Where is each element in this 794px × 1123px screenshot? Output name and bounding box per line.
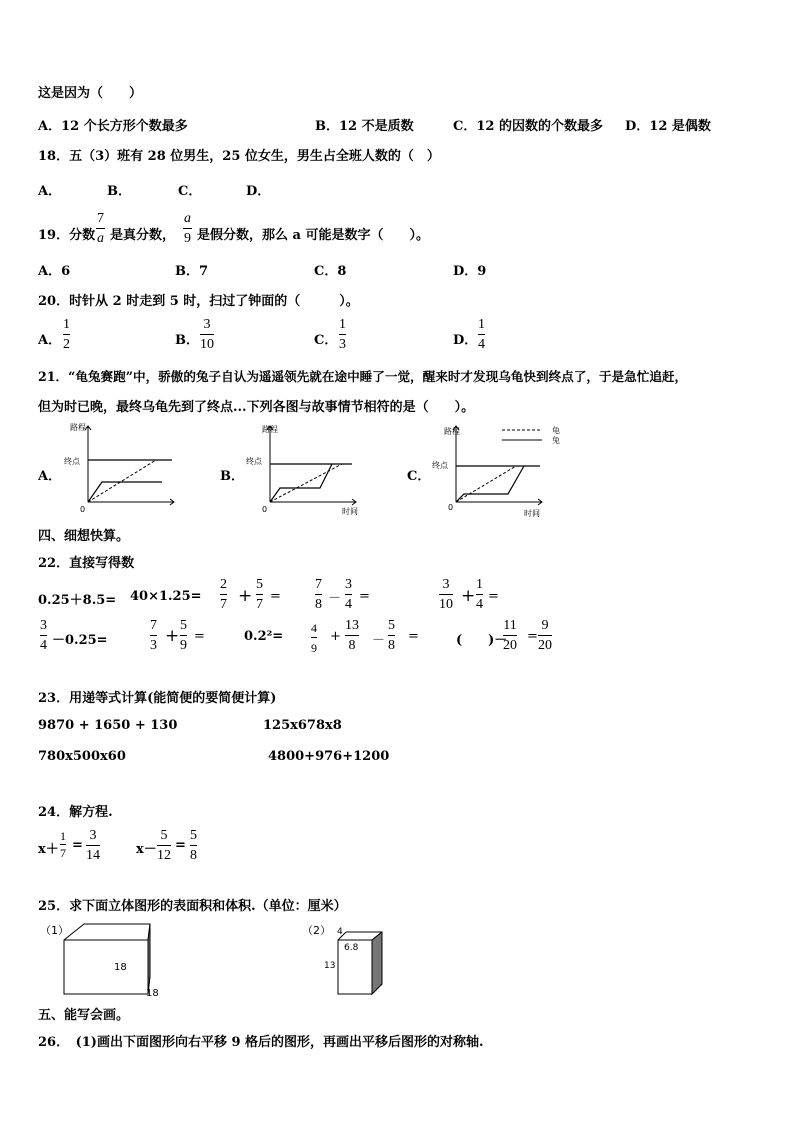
q22-expr-4-op: － [328, 591, 342, 606]
fraction-numerator: 3 [203, 317, 211, 332]
q17-stem: 这是因为（ ） [38, 86, 143, 101]
q21-graph-a [62, 420, 182, 515]
fraction-denominator: 4 [345, 597, 352, 612]
section-5-title: 五、能写会画。 [38, 1008, 130, 1023]
fraction-numerator: 1 [339, 317, 346, 332]
fraction-denominator: 9 [311, 641, 317, 655]
prism-dimension-top: 4 [337, 927, 343, 937]
fraction-numerator: 11 [503, 618, 517, 633]
q19-option-d[interactable]: D．9 [453, 264, 487, 279]
q22-expr-4-a [315, 577, 322, 613]
q22-expr-10-b [538, 618, 552, 654]
fraction-numerator: a [184, 211, 191, 226]
q21-graph-b [244, 420, 374, 515]
fraction-numerator: 13 [345, 618, 359, 633]
q19-suffix: 是假分数，那么 a 可能是数字（ ）。 [197, 228, 429, 243]
q22-expr-4-eq: = [359, 589, 370, 604]
q22-expr-7-op: + [165, 626, 180, 646]
q22-expr-7-eq: = [194, 629, 205, 644]
fraction-denominator: 20 [538, 638, 552, 653]
q19-option-a[interactable]: A．6 [38, 264, 71, 279]
q22-expr-7-b [180, 618, 187, 654]
q25-title: 25．求下面立体图形的表面积和体积.（单位：厘米） [38, 899, 347, 914]
fraction-numerator: 1 [60, 829, 66, 843]
fraction-denominator: 14 [86, 848, 100, 863]
cube-dimension-depth: 18 [146, 988, 159, 999]
q19-fraction-1 [96, 211, 105, 247]
q22-expr-9-eq: = [408, 629, 419, 644]
q19-fraction-2 [183, 211, 192, 247]
q19-mid: 是真分数， [110, 228, 176, 243]
q22-expr-10-blank[interactable]: ( )－ [456, 633, 508, 648]
q17-option-a[interactable]: A．12 个长方形个数最多 [38, 119, 188, 134]
origin-label: 0 [80, 505, 86, 514]
q21-line-1: 21．“龟兔赛跑”中，骄傲的兔子自认为遥遥领先就在途中睡了一觉，醒来时才发现乌龟快到终点了，于是急忙追赶， [38, 369, 688, 384]
finish-label: 终点 [432, 461, 448, 470]
q17-option-b[interactable]: B．12 不是质数 [315, 119, 414, 134]
fraction-numerator: 9 [541, 618, 549, 633]
q22-expr-9-b [345, 618, 359, 654]
fraction-denominator: 2 [63, 337, 70, 352]
fraction-denominator: 3 [150, 638, 157, 653]
q22-expr-4-b [345, 577, 352, 613]
fraction-denominator: 3 [339, 337, 346, 352]
prism-dimension-width: 6.8 [344, 943, 359, 953]
fraction-denominator: a [97, 231, 104, 246]
fraction-numerator: 3 [345, 577, 352, 592]
q22-expr-2: 40×1.25= [130, 589, 202, 604]
q20-option-b-fraction [200, 317, 214, 353]
q21-graph-b-label[interactable]: B． [220, 469, 244, 484]
q18-option-d[interactable]: D． [246, 184, 271, 199]
fraction-denominator: 4 [476, 597, 483, 612]
q20-option-c[interactable]: C． [314, 333, 338, 348]
fraction-numerator: 5 [256, 577, 263, 592]
q22-expr-10-a [503, 618, 517, 654]
q22-expr-8: 0.2²= [244, 629, 284, 644]
q24-eq2-b [190, 828, 197, 864]
q24-eq2-x: x－ [136, 842, 157, 857]
q24-eq2-a [157, 828, 171, 864]
q19-option-c[interactable]: C．8 [314, 264, 347, 279]
q19-option-b[interactable]: B．7 [175, 264, 209, 279]
q23-expr-4: 4800+976+1200 [268, 749, 390, 764]
q20-option-c-fraction [339, 317, 346, 353]
q22-expr-5-b [476, 577, 483, 613]
x-axis-label: 时间 [342, 507, 358, 515]
finish-label: 终点 [246, 457, 262, 466]
q25-figure-1-cube [38, 920, 168, 1002]
q23-title: 23．用递等式计算(能简便的要简便计算) [38, 691, 277, 706]
q22-title: 22．直接写得数 [38, 556, 135, 571]
origin-label: 0 [448, 503, 454, 512]
fraction-numerator: 5 [180, 618, 187, 633]
q22-expr-7-a [150, 618, 157, 654]
q22-expr-9-c [388, 618, 395, 654]
q22-expr-10-eq: = [527, 629, 538, 644]
q18-option-b[interactable]: B． [107, 184, 131, 199]
q22-expr-9-op2: － [372, 633, 386, 648]
fraction-denominator: 8 [190, 848, 197, 863]
q22-expr-6-a [40, 618, 47, 654]
fraction-denominator: 8 [348, 638, 356, 653]
q20-option-b[interactable]: B． [175, 333, 199, 348]
fraction-numerator: 7 [315, 577, 322, 592]
q22-expr-3-eq: = [270, 589, 281, 604]
fraction-denominator: 12 [157, 848, 171, 863]
q18-stem: 18．五（3）班有 28 位男生，25 位女生，男生占全班人数的（ ） [38, 149, 440, 164]
q22-expr-5-a [439, 577, 453, 613]
prism-dimension-height: 13 [324, 961, 336, 971]
fraction-numerator: 3 [442, 577, 450, 592]
q21-line-2: 但为时已晚，最终乌龟先到了终点...下列各图与故事情节相符的是（ ）。 [38, 400, 475, 415]
fraction-numerator: 2 [220, 577, 227, 592]
fraction-numerator: 1 [63, 317, 70, 332]
fraction-numerator: 4 [311, 621, 317, 635]
q22-expr-3-op: + [238, 586, 253, 606]
q24-eq1-eq: = [72, 838, 83, 853]
fraction-denominator: 7 [256, 597, 263, 612]
q17-option-c[interactable]: C．12 的因数的个数最多 [453, 119, 603, 134]
fraction-numerator: 7 [150, 618, 157, 633]
q18-option-c[interactable]: C． [178, 184, 202, 199]
q22-expr-3-a [220, 577, 227, 613]
section-4-title: 四、细想快算。 [38, 529, 130, 544]
q21-graph-a-label[interactable]: A． [38, 469, 62, 484]
q24-eq1-x: x＋ [38, 842, 59, 857]
q19-prefix: 19．分数 [38, 228, 96, 243]
figure-1-label: （1） [40, 924, 69, 937]
legend-tortoise: 龟 [552, 426, 560, 435]
q23-expr-1: 9870 + 1650 + 130 [38, 718, 178, 733]
fraction-denominator: 7 [60, 846, 66, 860]
origin-label: 0 [262, 505, 268, 514]
fraction-numerator: 5 [160, 828, 168, 843]
q21-graph-c-label[interactable]: C． [407, 469, 431, 484]
q22-expr-5-op: + [461, 586, 476, 606]
fraction-denominator: 8 [315, 597, 322, 612]
fraction-denominator: 8 [388, 638, 395, 653]
q24-eq1-b [86, 828, 100, 864]
q20-option-d-fraction [478, 317, 485, 353]
fraction-numerator: 3 [89, 828, 97, 843]
fraction-denominator: 7 [220, 597, 227, 612]
legend-rabbit: 兔 [552, 436, 560, 445]
fraction-numerator: 5 [190, 828, 197, 843]
q23-expr-3: 780x500x60 [38, 749, 126, 764]
q20-option-a-fraction [63, 317, 70, 353]
fraction-denominator: 20 [503, 638, 517, 653]
q24-eq2-eq: = [175, 838, 186, 853]
fraction-denominator: 10 [439, 597, 453, 612]
q24-eq1-a [60, 830, 66, 860]
fraction-numerator: 1 [476, 577, 483, 592]
q22-expr-5-eq: = [488, 589, 499, 604]
y-axis-label: 路程 [262, 425, 278, 434]
finish-label: 终点 [64, 457, 80, 466]
y-axis-label: 路程 [70, 423, 86, 432]
q22-expr-6-rest: －0.25= [52, 633, 108, 648]
q26-stem: 26． (1)画出下面图形向右平移 9 格后的图形，再画出平移后图形的对称轴. [38, 1035, 484, 1050]
fraction-numerator: 5 [388, 618, 395, 633]
q20-stem: 20．时针从 2 时走到 5 时，扫过了钟面的（ ）。 [38, 294, 359, 309]
q20-option-a[interactable]: A． [38, 333, 62, 348]
q22-expr-9-op1: + [330, 629, 341, 644]
fraction-denominator: 4 [40, 638, 47, 653]
y-axis-label: 路程 [444, 427, 460, 436]
q22-expr-3-b [256, 577, 263, 613]
x-axis-label: 时间 [524, 509, 540, 518]
q25-figure-2-prism [300, 920, 400, 1000]
fraction-denominator: 9 [180, 638, 187, 653]
q22-expr-1: 0.25＋8.5= [38, 593, 117, 608]
fraction-denominator: 9 [184, 231, 191, 246]
fraction-denominator: 10 [200, 337, 214, 352]
cube-dimension-front: 18 [114, 962, 127, 973]
q23-expr-2: 125x678x8 [263, 718, 342, 733]
fraction-numerator: 3 [40, 618, 47, 633]
figure-2-label: （2） [302, 924, 331, 937]
q24-title: 24．解方程. [38, 805, 113, 820]
fraction-denominator: 4 [478, 337, 485, 352]
fraction-numerator: 7 [97, 211, 104, 226]
q20-option-d[interactable]: D． [453, 333, 478, 348]
q21-graph-c [430, 420, 570, 520]
q17-option-d[interactable]: D．12 是偶数 [625, 119, 711, 134]
q22-expr-9-a [311, 620, 317, 656]
fraction-numerator: 1 [478, 317, 485, 332]
q18-option-a[interactable]: A． [38, 184, 62, 199]
